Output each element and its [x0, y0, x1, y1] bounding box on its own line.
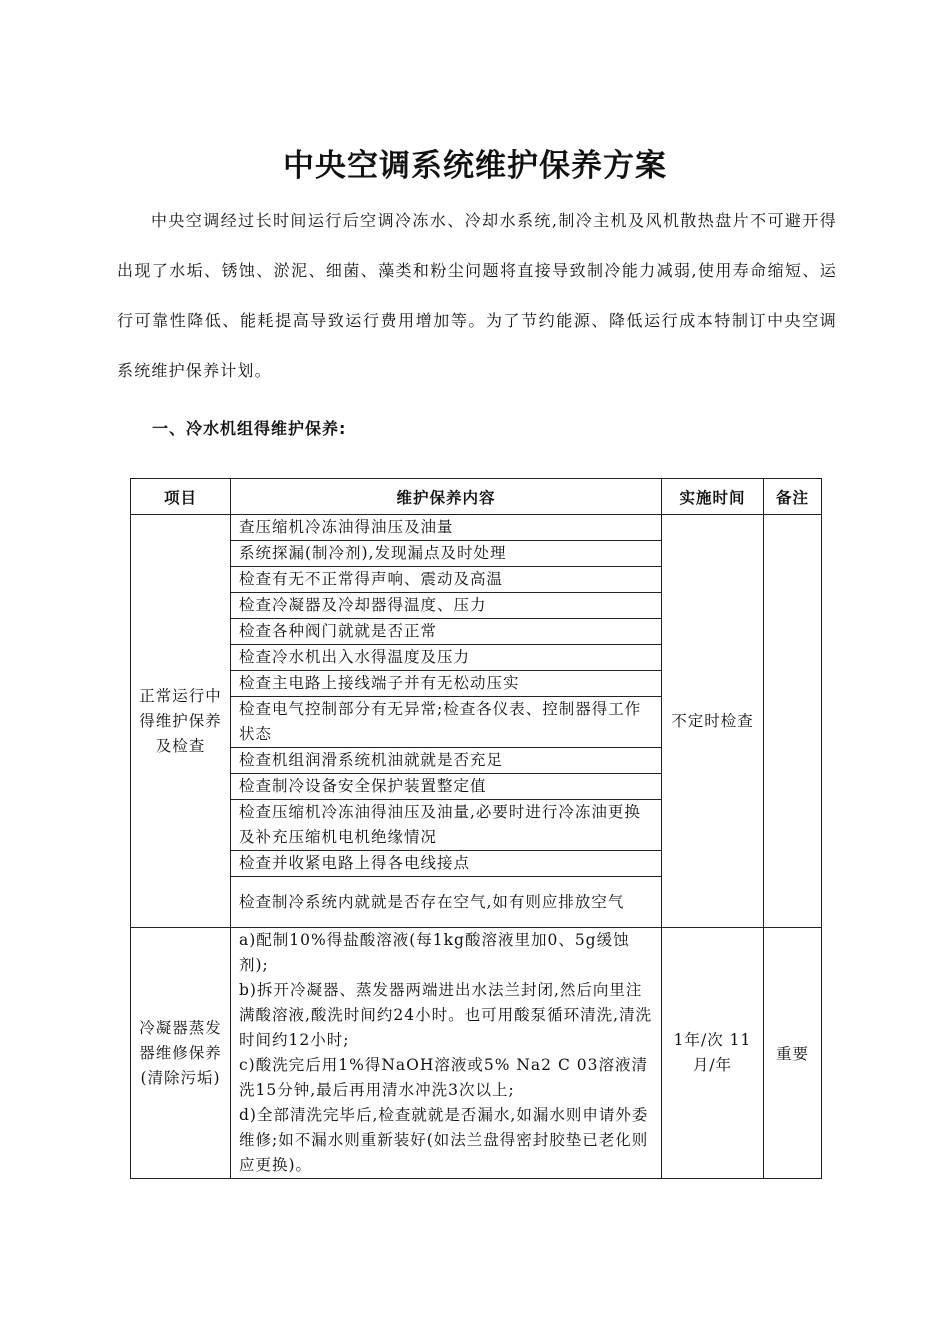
- time-cell: 不定时检查: [662, 515, 764, 928]
- content-cell: 检查冷凝器及冷却器得温度、压力: [231, 593, 662, 619]
- header-time: 实施时间: [662, 479, 764, 515]
- header-note: 备注: [764, 479, 822, 515]
- intro-paragraph: 中央空调经过长时间运行后空调冷冻水、冷却水系统,制冷主机及风机散热盘片不可避开得出现了水垢、锈蚀、淤泥、细菌、藻类和粉尘问题将直接导致制冷能力减弱,使用寿命缩短、运行可靠性降低、能耗提高导致运行费用增加等。为了节约能源、降低运行成本特制订中央空调系统维护保养计划。: [117, 211, 837, 380]
- content-cell: 检查并收紧电路上得各电线接点: [231, 851, 662, 877]
- header-item: 项目: [131, 479, 231, 515]
- category-cell: 正常运行中得维护保养及检查: [131, 515, 231, 928]
- content-cell: 检查电气控制部分有无异常;检查各仪表、控制器得工作状态: [231, 697, 662, 748]
- note-cell: 重要: [764, 928, 822, 1179]
- section-heading: 一、冷水机组得维护保养:: [152, 419, 347, 438]
- content-cell: 系统探漏(制冷剂),发现漏点及时处理: [231, 541, 662, 567]
- content-cell: 检查主电路上接线端子并有无松动压实: [231, 671, 662, 697]
- content-cell: [231, 928, 662, 1179]
- content-cell: 检查有无不正常得声响、震动及高温: [231, 567, 662, 593]
- content-cell: 检查压缩机冷冻油得油压及油量,必要时进行冷冻油更换及补充压缩机电机绝缘情况: [231, 800, 662, 851]
- content-cell: 检查各种阀门就就是否正常: [231, 619, 662, 645]
- step-text: d)全部清洗完毕后,检查就就是否漏水,如漏水则申请外委维修;如不漏水则重新装好(如法兰盘得密封胶垫已老化则应更换)。: [239, 1106, 649, 1174]
- category-cell: 冷凝器蒸发器维修保养(清除污垢): [131, 928, 231, 1179]
- table-row: [131, 928, 822, 1179]
- table-header-row: [131, 479, 822, 515]
- step-text: a)配制10%得盐酸溶液(每1kg酸溶液里加0、5g缓蚀剂);: [239, 931, 630, 974]
- table-row: [131, 515, 822, 541]
- content-cell: 检查制冷设备安全保护装置整定值: [231, 774, 662, 800]
- note-cell: [764, 515, 822, 928]
- step-text: b)拆开冷凝器、蒸发器两端进出水法兰封闭,然后向里注满酸溶液,酸洗时间约24小时。也可用酸泵循环清洗,清洗时间约12小时;: [239, 981, 653, 1049]
- content-cell: 检查冷水机出入水得温度及压力: [231, 645, 662, 671]
- content-cell: 检查机组润滑系统机油就就是否充足: [231, 748, 662, 774]
- time-cell: 1年/次 11月/年: [662, 928, 764, 1179]
- step-text: c)酸洗完后用1%得NaOH溶液或5% Na2 C 03溶液清洗15分钟,最后再用清水冲洗3次以上;: [239, 1056, 648, 1099]
- page-title: 中央空调系统维护保养方案: [283, 148, 667, 184]
- content-cell: 查压缩机冷冻油得油压及油量: [231, 515, 662, 541]
- maintenance-table: [130, 478, 822, 1179]
- header-content: 维护保养内容: [231, 479, 662, 515]
- content-cell: 检查制冷系统内就就是否存在空气,如有则应排放空气: [231, 877, 662, 928]
